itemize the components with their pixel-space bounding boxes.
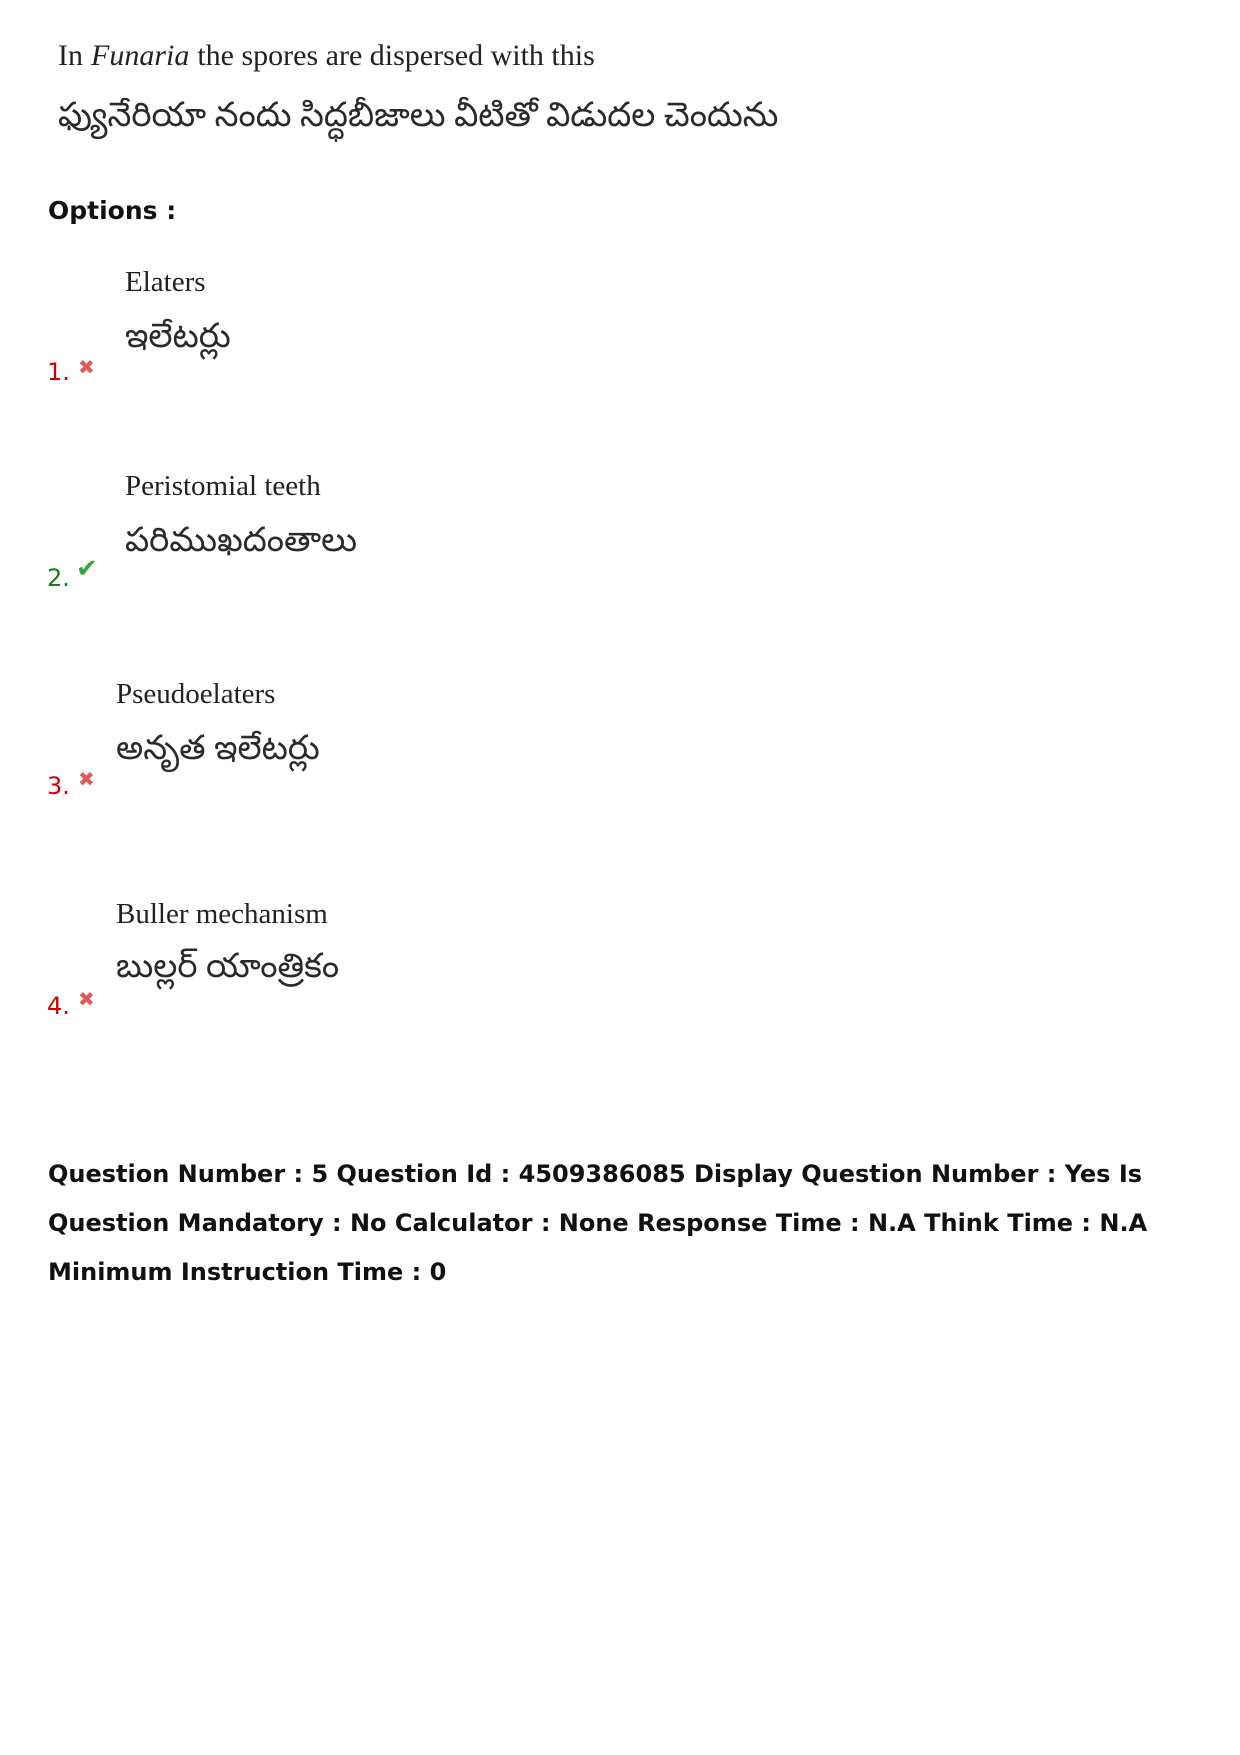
cross-icon: ✖ — [78, 767, 95, 791]
option-2-number: 2. — [47, 564, 70, 592]
question-block — [58, 36, 858, 142]
option-4-number: 4. — [47, 992, 70, 1020]
question-suffix: the spores are dispersed with this — [197, 39, 595, 72]
option-1-telugu: ఇలేటర్లు — [125, 318, 231, 355]
question-genus: Funaria — [91, 39, 190, 72]
cross-icon: ✖ — [78, 987, 95, 1011]
option-2-english: Peristomial teeth — [125, 470, 321, 502]
check-icon: ✔ — [76, 554, 98, 584]
question-prefix: In — [58, 39, 83, 72]
option-2-telugu: పరిముఖదంతాలు — [125, 522, 358, 559]
option-1-english: Elaters — [125, 266, 206, 298]
option-3-telugu: అనృత ఇలేటర్లు — [116, 730, 320, 767]
option-4-english: Buller mechanism — [116, 898, 328, 930]
options-label: Options : — [48, 196, 177, 225]
option-3-english: Pseudoelaters — [116, 678, 276, 710]
option-1 — [0, 260, 1240, 420]
question-telugu: ఫ్యునేరియా నందు సిద్ధబీజాలు వీటితో విడుదల చెందును — [58, 97, 779, 134]
option-4 — [0, 892, 1240, 1052]
option-1-number: 1. — [47, 358, 70, 386]
option-2 — [0, 464, 1240, 624]
cross-icon: ✖ — [78, 355, 95, 379]
question-metadata: Question Number : 5 Question Id : 4509386085 Display Question Number : Yes Is Question Mandatory : No Calculator : None Response Time : N.A Think Time : N.A Minimum Instruction Time : 0 — [48, 1160, 1148, 1286]
option-3-number: 3. — [47, 772, 70, 800]
option-4-telugu: బుల్లర్ యాంత్రికం — [116, 948, 340, 985]
option-3 — [0, 672, 1240, 832]
question-english — [58, 36, 858, 76]
